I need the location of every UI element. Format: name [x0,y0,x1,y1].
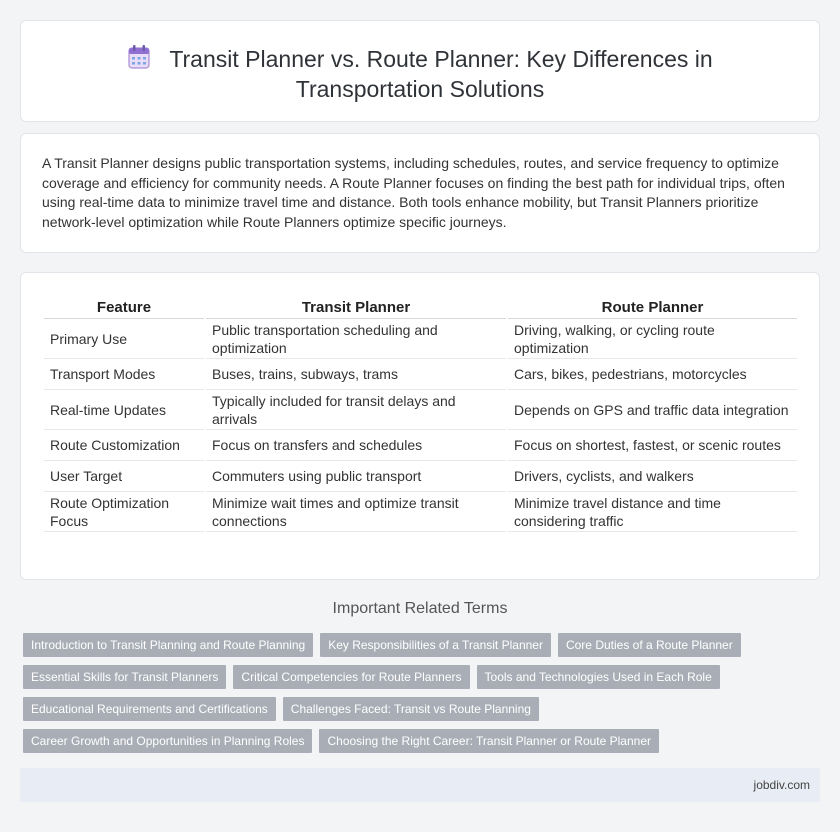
page-title [21,44,819,104]
related-term-tag[interactable]: Key Responsibilities of a Transit Planner [320,633,551,657]
route-cell: Depends on GPS and traffic data integration [508,390,797,430]
intro-card [20,133,820,253]
comparison-table [42,295,799,532]
related-term-tag[interactable]: Core Duties of a Route Planner [558,633,741,657]
calendar-icon [127,44,151,70]
table-header-row [44,295,797,319]
related-term-tag[interactable]: Essential Skills for Transit Planners [23,665,226,689]
table-row [44,430,797,461]
transit-cell: Focus on transfers and schedules [206,430,506,461]
title-line-1: Transit Planner vs. Route Planner: Key Differences in [169,46,713,72]
table-row [44,390,797,430]
feature-cell: Primary Use [44,319,204,359]
related-term-tag[interactable]: Critical Competencies for Route Planners [233,665,469,689]
feature-cell: Real-time Updates [44,390,204,430]
footer-site-link[interactable]: jobdiv.com [753,778,810,792]
comparison-card [20,272,820,580]
feature-cell: Route Optimization Focus [44,492,204,532]
feature-cell: Transport Modes [44,359,204,390]
transit-cell: Buses, trains, subways, trams [206,359,506,390]
related-term-tag[interactable]: Educational Requirements and Certifications [23,697,276,721]
route-cell: Minimize travel distance and time considering traffic [508,492,797,532]
transit-cell: Typically included for transit delays and arrivals [206,390,506,430]
intro-paragraph: A Transit Planner designs public transportation systems, including schedules, routes, and service frequency to optimize coverage and efficiency for community needs. A Route Planner focuses on finding the best path for individual trips, often using real-time data to minimize travel time and distance. Both tools enhance mobility, but Transit Planners prioritize network-level optimization while Route Planners optimize specific journeys. [42,155,785,230]
transit-cell: Minimize wait times and optimize transit connections [206,492,506,532]
header-transit-planner: Transit Planner [206,295,506,319]
related-term-tag[interactable]: Tools and Technologies Used in Each Role [477,665,720,689]
table-row [44,359,797,390]
feature-cell: Route Customization [44,430,204,461]
title-card [20,20,820,122]
route-cell: Driving, walking, or cycling route optimization [508,319,797,359]
transit-cell: Public transportation scheduling and optimization [206,319,506,359]
header-route-planner: Route Planner [508,295,797,319]
related-term-tag[interactable]: Career Growth and Opportunities in Planning Roles [23,729,312,753]
transit-cell: Commuters using public transport [206,461,506,492]
route-cell: Drivers, cyclists, and walkers [508,461,797,492]
title-line-2: Transportation Solutions [295,76,545,102]
footer [20,768,820,802]
related-terms-heading: Important Related Terms [332,600,508,617]
table-row [44,319,797,359]
related-term-tag[interactable]: Introduction to Transit Planning and Route Planning [23,633,313,657]
route-cell: Focus on shortest, fastest, or scenic routes [508,430,797,461]
table-row [44,492,797,532]
feature-cell: User Target [44,461,204,492]
table-row [44,461,797,492]
header-feature: Feature [44,295,204,319]
related-term-tag[interactable]: Choosing the Right Career: Transit Planner or Route Planner [319,729,659,753]
route-cell: Cars, bikes, pedestrians, motorcycles [508,359,797,390]
related-terms-list [23,633,803,761]
related-term-tag[interactable]: Challenges Faced: Transit vs Route Planning [283,697,539,721]
